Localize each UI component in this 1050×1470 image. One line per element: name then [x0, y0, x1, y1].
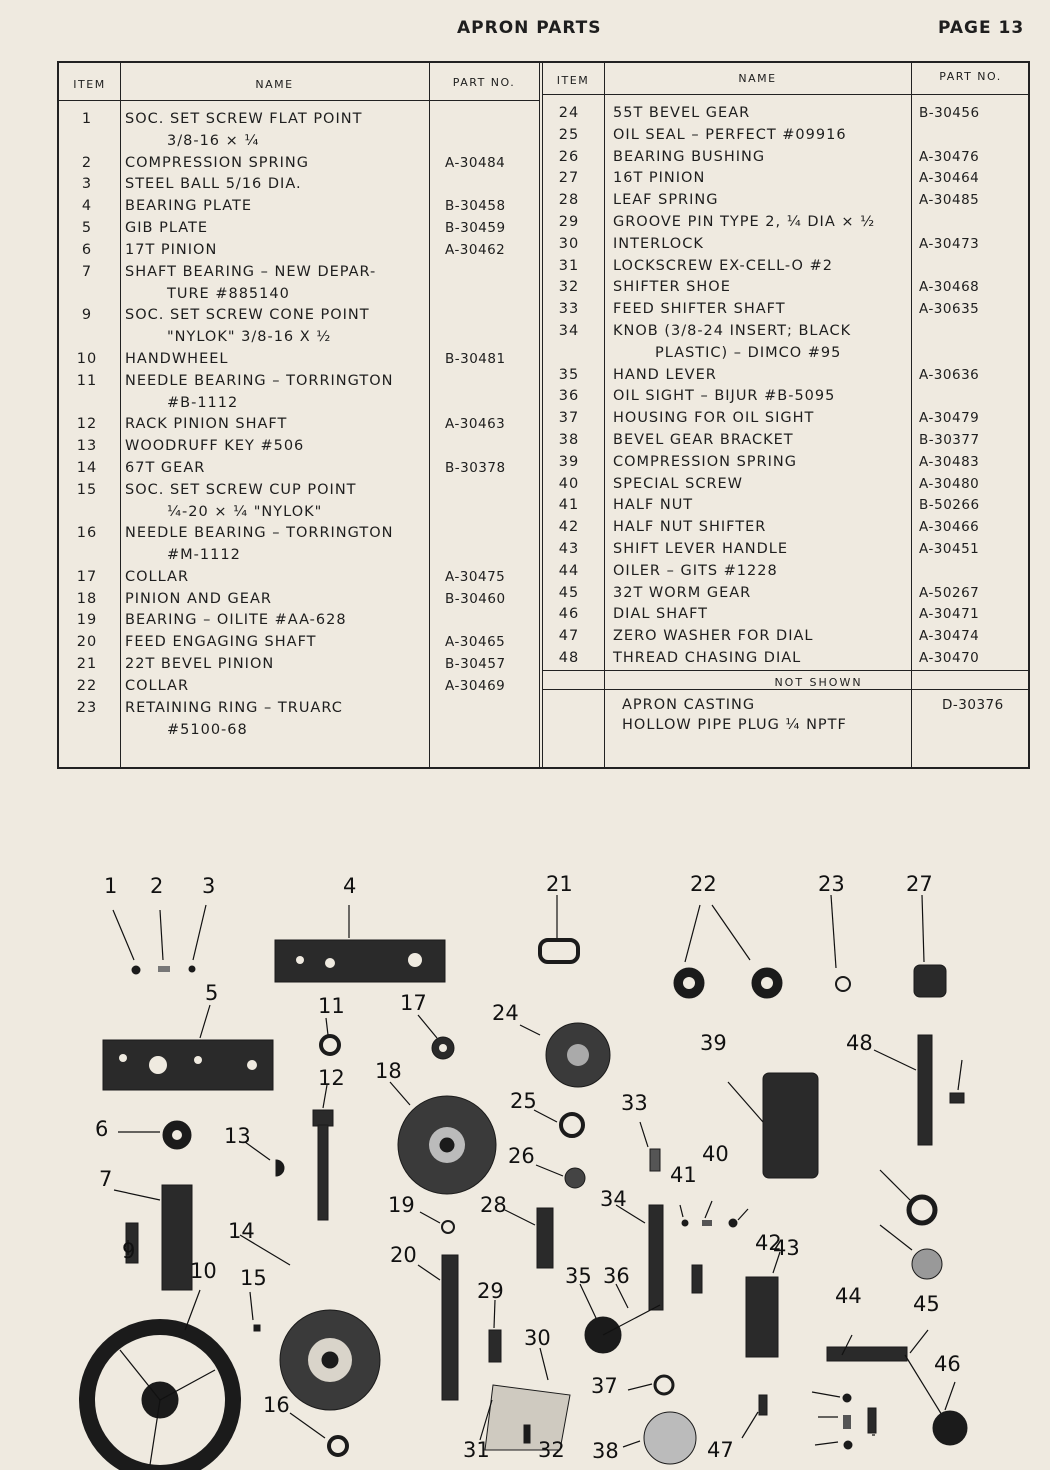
- part-name: BEARING BUSHING: [613, 148, 766, 165]
- part-number: A-50267: [919, 584, 980, 601]
- part-name: SOC. SET SCREW CONE POINT: [125, 307, 370, 324]
- document-title: APRON PARTS: [457, 18, 602, 38]
- item-number: 12: [76, 416, 98, 433]
- part-name-continued: ¼-20 × ¼ "NYLOK": [167, 503, 323, 520]
- part-number: A-30471: [919, 606, 980, 623]
- part-name: 17T PINION: [125, 241, 218, 258]
- part-name: 22T BEVEL PINION: [125, 656, 275, 672]
- item-number: 26: [558, 148, 580, 165]
- item-number: 9: [81, 307, 93, 324]
- part-name: 67T GEAR: [125, 459, 206, 476]
- callout-label: 43: [773, 1236, 800, 1260]
- item-number: 17: [76, 568, 98, 585]
- callout-label: 9: [122, 1239, 136, 1263]
- callout-label: 2: [150, 874, 164, 898]
- callout-label: 29: [477, 1279, 504, 1303]
- callout-label: 7: [99, 1167, 113, 1191]
- part-number: A-30465: [445, 634, 506, 651]
- item-number: 11: [76, 372, 98, 389]
- part-number: A-30462: [445, 241, 506, 258]
- part-number: A-30484: [445, 154, 506, 171]
- item-number: 30: [558, 235, 580, 252]
- part-name: GIB PLATE: [125, 220, 209, 236]
- item-number: 10: [76, 350, 98, 367]
- part-name-continued: PLASTIC) – DIMCO #95: [655, 345, 842, 361]
- item-number: 4: [81, 198, 93, 215]
- item-number: 7: [81, 263, 93, 280]
- part-name: DIAL SHAFT: [613, 606, 709, 623]
- callout-label: 23: [818, 872, 845, 896]
- item-number: 45: [558, 584, 580, 601]
- callout-label: 5: [205, 981, 219, 1005]
- part-number: A-30469: [445, 677, 506, 694]
- part-number: B-30458: [445, 198, 506, 215]
- item-number: 18: [76, 590, 98, 607]
- part-name: GROOVE PIN TYPE 2, ¼ DIA × ½: [613, 214, 876, 230]
- item-number: 27: [558, 170, 580, 187]
- part-name: HAND LEVER: [613, 366, 717, 383]
- part-number: B-30377: [919, 432, 980, 448]
- part-name: 16T PINION: [613, 170, 706, 187]
- part-number: B-30456: [919, 105, 980, 121]
- part-name: SHIFT LEVER HANDLE: [613, 541, 789, 557]
- part-number: A-30468: [919, 279, 980, 296]
- item-number: 19: [76, 612, 98, 629]
- part-number: A-30474: [919, 628, 980, 645]
- callout-label: 14: [228, 1219, 255, 1243]
- callout-label: 17: [400, 991, 427, 1015]
- part-name: COLLAR: [125, 568, 190, 585]
- part-name: SOC. SET SCREW CUP POINT: [125, 481, 357, 498]
- callout-label: 37: [591, 1374, 618, 1398]
- callout-label: 44: [835, 1284, 862, 1308]
- callout-label: 36: [603, 1264, 630, 1288]
- callout-label: 39: [700, 1031, 727, 1055]
- part-name: HOUSING FOR OIL SIGHT: [613, 410, 815, 427]
- callout-label: 34: [600, 1187, 627, 1211]
- item-number: 36: [558, 388, 580, 405]
- item-number: 2: [81, 154, 93, 171]
- callout-label: 19: [388, 1193, 415, 1217]
- item-number: 34: [558, 323, 580, 339]
- callout-label: 4: [343, 874, 357, 898]
- item-number: 14: [76, 459, 98, 476]
- part-name: HANDWHEEL: [125, 350, 229, 367]
- callout-label: 38: [592, 1439, 619, 1463]
- callout-label: 41: [670, 1163, 697, 1187]
- callout-label: 40: [702, 1142, 729, 1166]
- item-number: 15: [76, 481, 98, 498]
- callout-label: 28: [480, 1193, 507, 1217]
- item-number: 16: [76, 525, 98, 542]
- col-item-right: ITEM: [556, 74, 590, 87]
- item-number: 41: [558, 497, 580, 514]
- col-name: NAME: [255, 78, 294, 91]
- item-number: 35: [558, 366, 580, 383]
- part-name: COMPRESSION SPRING: [125, 154, 309, 171]
- part-name: PINION AND GEAR: [125, 590, 272, 607]
- part-name: COMPRESSION SPRING: [613, 453, 797, 470]
- col-part-right: PART NO.: [939, 70, 1002, 83]
- part-number: A-30470: [919, 650, 980, 666]
- item-number: 40: [558, 475, 580, 492]
- part-number: A-30473: [919, 235, 980, 252]
- callout-label: 32: [538, 1438, 565, 1462]
- item-number: 31: [558, 257, 580, 274]
- part-name: ZERO WASHER FOR DIAL: [613, 628, 814, 645]
- part-name: THREAD CHASING DIAL: [613, 650, 802, 666]
- item-number: 46: [558, 606, 580, 623]
- item-number: 48: [558, 650, 580, 666]
- item-number: 42: [558, 519, 580, 536]
- part-name: KNOB (3/8-24 INSERT; BLACK: [613, 323, 852, 339]
- part-name: INTERLOCK: [613, 235, 704, 252]
- part-number: A-30635: [919, 301, 980, 318]
- item-number: 47: [558, 628, 580, 645]
- part-name: FEED SHIFTER SHAFT: [613, 301, 786, 318]
- callout-label: 22: [690, 872, 717, 896]
- part-name: SOC. SET SCREW FLAT POINT: [125, 111, 363, 127]
- part-number: A-30463: [445, 416, 506, 433]
- part-name: FEED ENGAGING SHAFT: [125, 634, 317, 651]
- callout-label: 26: [508, 1144, 535, 1168]
- part-name: BEARING PLATE: [125, 198, 253, 215]
- part-name: BEARING – OILITE #AA-628: [125, 612, 347, 629]
- callout-label: 33: [621, 1091, 648, 1115]
- item-number: 13: [76, 438, 98, 454]
- part-name-continued: TURE #885140: [167, 285, 290, 302]
- part-number: A-30636: [919, 366, 980, 383]
- part-name: OILER – GITS #1228: [613, 562, 778, 579]
- part-name: NEEDLE BEARING – TORRINGTON: [125, 372, 394, 389]
- item-number: 29: [558, 214, 580, 230]
- part-number: A-30485: [919, 192, 980, 209]
- callout-label: 27: [906, 872, 933, 896]
- callout-label: 11: [318, 994, 345, 1018]
- callout-label: 45: [913, 1292, 940, 1316]
- callout-label: 25: [510, 1089, 537, 1113]
- part-name-continued: #5100-68: [167, 721, 248, 738]
- callout-label: 42: [755, 1231, 782, 1255]
- callout-label: 3: [202, 874, 216, 898]
- part-name: STEEL BALL 5/16 DIA.: [125, 176, 302, 193]
- part-number: A-30451: [919, 541, 980, 557]
- part-number: A-30475: [445, 568, 506, 585]
- callout-label: 16: [263, 1393, 290, 1417]
- part-number: A-30476: [919, 148, 980, 165]
- parts-table: ITEM NAME PART NO. ITEM NAME PART NO. 1 SOC. SET SCREW FLAT POINT 3/8-16 × ¼ 2 COMPRESSION SPRING A-30484 3 STEEL BALL 5/16 DIA. 4 BEARING PLATE B-30458 5 GIB PLATE B-30459 6 17T PINION A-30462 7 SHAFT BEARING – NEW DEPAR- TURE #885140 9 SOC. SET SCREW CONE POINT "NYLOK" 3/8-16 X ½ 10 HANDWHEEL B-30481 11 NEEDLE BEARING – TORRINGTON #B-1112 12 RACK PINION SHAFT A-30463 13 WOODRUFF KEY #506 14 67T GEAR B-30378 15 SOC. SET SCREW CUP POINT ¼-20 × ¼ "NYLOK" 16 NEEDLE BEARING – TORRINGTON #M-1112 17 COLLAR A-30475 18 PINION AND GEAR B-30460 19 BEARING – OILITE #AA-628 20 FEED ENGAGING SHAFT A-30465 21 22T BEVEL PINION B-30457 22 COLLAR A-30469 23 RETAINING RING – TRUARC #5100-68 24 55T BEVEL GEAR B-30456 25 OIL SEAL – PERFECT #09916 26 BEARING BUSHING A-30476 27 16T PINION A-30464 28 LEAF SPRING A-30485 29 GROOVE PIN TYPE 2, ¼ DIA × ½ 30 INTERLOCK A-30473 31 LOCKSCREW EX-CELL-O #2 32 SHIFTER SHOE A-30468 33 FEED SHIFTER SHAFT A-30635 34 KNOB (3/8-24 INSERT; BLACK PLASTIC) – DIMCO #95 35 HAND LEVER A-30636 36 OIL SIGHT – BIJUR #B-5095 37 HOUSING FOR OIL SIGHT A-30479 38 BEVEL GEAR BRACKET B-30377 39 COMPRESSION SPRING A-30483 40 SPECIAL SCREW A-30480 41 HALF NUT B-50266 42 HALF NUT SHIFTER A-30466 43 SHIFT LEVER HANDLE A-30451 44 OILER – GITS #1228 45 32T WORM GEAR A-50267 46 DIAL SHAFT A-30471 47 ZERO WASHER FOR DIAL A-30474 48 THREAD CHASING DIAL A-30470 NOT SHOWN APRON CASTING D-30376 HOLLOW PIPE PLUG ¼ NPTF: [57, 61, 1030, 769]
- item-number: 5: [81, 220, 93, 236]
- part-number: A-30480: [919, 475, 980, 492]
- callout-label: 21: [546, 872, 573, 896]
- part-name: BEVEL GEAR BRACKET: [613, 432, 794, 448]
- part-name-continued: #M-1112: [167, 547, 241, 564]
- page-number: PAGE 13: [938, 18, 1025, 38]
- item-number: 1: [81, 111, 93, 127]
- part-number: A-30483: [919, 453, 980, 470]
- part-name: LEAF SPRING: [613, 192, 719, 209]
- callout-label: 30: [524, 1326, 551, 1350]
- callout-label: 46: [934, 1352, 961, 1376]
- part-number: A-30464: [919, 170, 980, 187]
- callout-label: 15: [240, 1266, 267, 1290]
- col-part: PART NO.: [452, 76, 516, 89]
- item-number: 24: [558, 105, 580, 121]
- item-number: 38: [558, 432, 580, 448]
- item-number: 39: [558, 453, 580, 470]
- part-name: 32T WORM GEAR: [613, 584, 752, 601]
- part-name: SPECIAL SCREW: [613, 475, 744, 492]
- part-number: A-30466: [919, 519, 980, 536]
- callout-label: 31: [463, 1438, 490, 1462]
- item-number: 23: [76, 699, 98, 716]
- callout-label: 47: [707, 1438, 734, 1462]
- part-name: SHIFTER SHOE: [613, 279, 731, 296]
- callout-label: 35: [565, 1264, 592, 1288]
- part-name: 55T BEVEL GEAR: [613, 105, 751, 121]
- part-number: A-30479: [919, 410, 980, 427]
- leader-lines: [113, 895, 962, 1447]
- part-number: B-30459: [445, 220, 506, 236]
- col-name-right: NAME: [738, 72, 777, 85]
- item-number: 25: [558, 126, 580, 143]
- callout-label: 12: [318, 1066, 345, 1090]
- item-number: 43: [558, 541, 580, 557]
- callout-label: 6: [95, 1117, 109, 1141]
- callout-label: 20: [390, 1243, 417, 1267]
- part-number: B-50266: [919, 497, 980, 514]
- item-number: 44: [558, 562, 580, 579]
- part-name: RETAINING RING – TRUARC: [125, 699, 343, 716]
- item-number: 22: [76, 677, 98, 694]
- part-name: OIL SEAL – PERFECT #09916: [613, 126, 847, 143]
- part-number: B-30378: [445, 459, 506, 476]
- item-number: 6: [81, 241, 93, 258]
- part-name: RACK PINION SHAFT: [125, 416, 288, 433]
- part-name: HALF NUT SHIFTER: [613, 519, 767, 536]
- item-number: 28: [558, 192, 580, 209]
- part-name: WOODRUFF KEY #506: [125, 438, 305, 454]
- part-name: HALF NUT: [613, 497, 694, 514]
- part-name: SHAFT BEARING – NEW DEPAR-: [125, 263, 377, 280]
- callout-label: 10: [190, 1259, 217, 1283]
- exploded-parts-diagram: [0, 860, 1050, 1470]
- part-name: COLLAR: [125, 677, 190, 694]
- callout-label: 1: [104, 874, 118, 898]
- part-number: B-30460: [445, 590, 506, 607]
- part-name-continued: "NYLOK" 3/8-16 X ½: [167, 329, 332, 346]
- col-item: ITEM: [73, 78, 106, 91]
- item-number: 20: [76, 634, 98, 651]
- callout-label: 24: [492, 1001, 519, 1025]
- part-name: OIL SIGHT – BIJUR #B-5095: [613, 388, 836, 405]
- parts-drawing: [87, 940, 967, 1470]
- part-number: B-30481: [445, 350, 506, 367]
- item-number: 37: [558, 410, 580, 427]
- item-number: 33: [558, 301, 580, 318]
- part-number: B-30457: [445, 656, 506, 672]
- part-name: LOCKSCREW EX-CELL-O #2: [613, 257, 833, 274]
- item-number: 32: [558, 279, 580, 296]
- part-name-continued: #B-1112: [167, 394, 239, 411]
- callout-label: 13: [224, 1124, 251, 1148]
- part-name: NEEDLE BEARING – TORRINGTON: [125, 525, 394, 542]
- callout-label: 18: [375, 1059, 402, 1083]
- item-number: 3: [81, 176, 93, 193]
- part-name-continued: 3/8-16 × ¼: [167, 133, 260, 149]
- item-number: 21: [76, 656, 98, 672]
- not-shown-label: NOT SHOWN: [774, 676, 863, 689]
- callout-label: 48: [846, 1031, 873, 1055]
